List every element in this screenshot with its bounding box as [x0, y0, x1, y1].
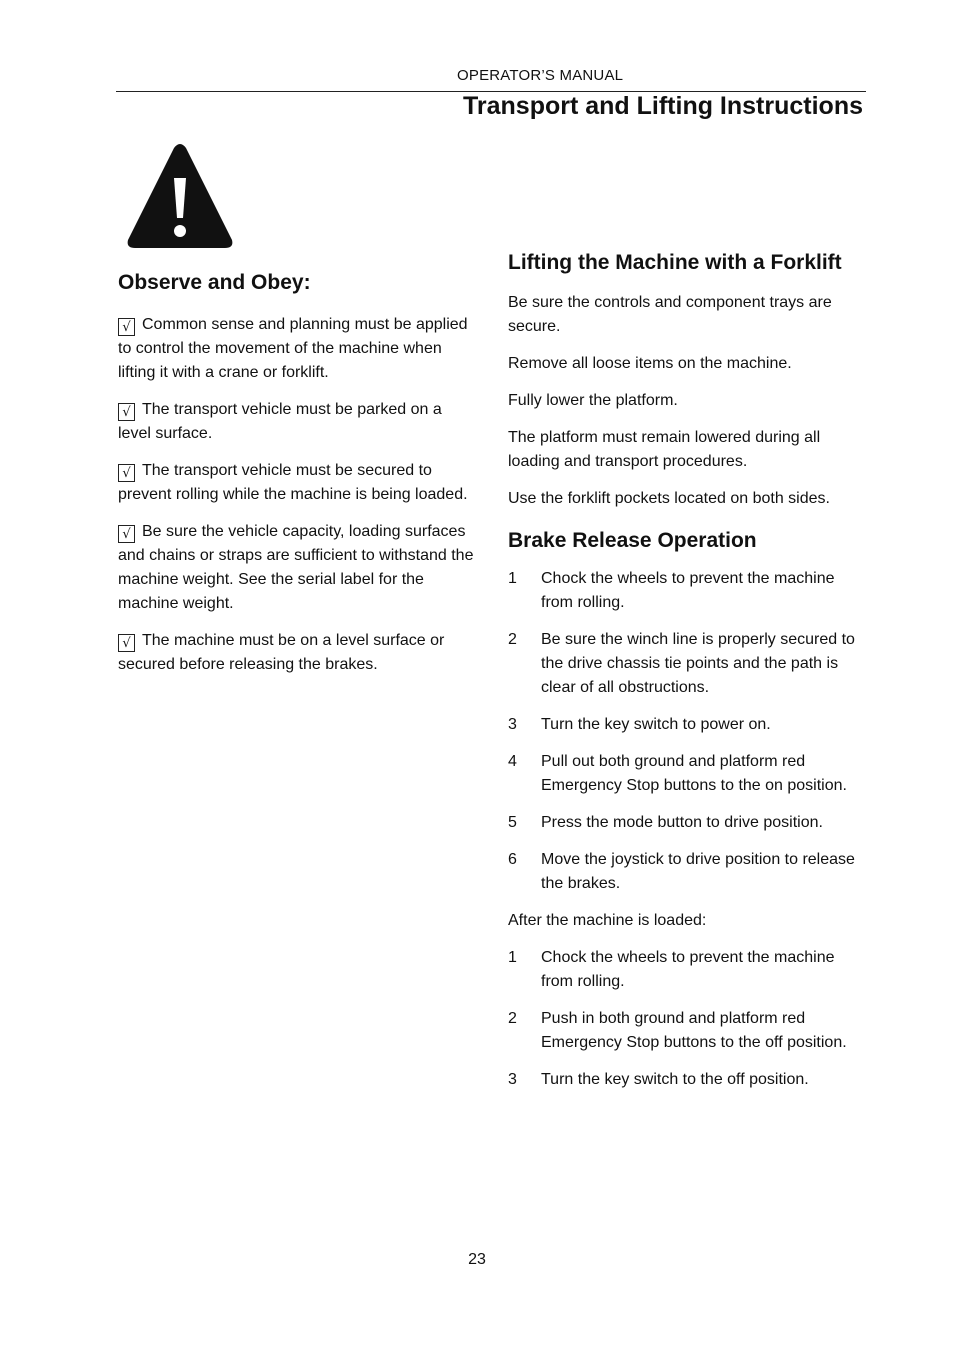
observe-item-text: The machine must be on a level surface or secured before releasing the brakes. [118, 632, 445, 673]
checkmark-icon: √ [118, 464, 135, 482]
step-number: 5 [508, 814, 517, 831]
step-text: Push in both ground and platform red Emergency Stop buttons to the off position. [541, 1010, 847, 1051]
brake-heading: Brake Release Operation [508, 529, 757, 552]
observe-item-text: Be sure the vehicle capacity, loading surfaces and chains or straps are sufficient to withstand the machine weight. See the serial label for the machine weight. [118, 523, 474, 612]
step-number: 1 [508, 949, 517, 966]
observe-item [118, 520, 478, 616]
step-text: Pull out both ground and platform red Emergency Stop buttons to the on position. [541, 753, 847, 794]
observe-item-text: The transport vehicle must be parked on a level surface. [118, 401, 442, 442]
observe-item-text: Common sense and planning must be applied to control the movement of the machine when lifting it with a crane or forklift. [118, 316, 468, 381]
step-text: Turn the key switch to the off position. [541, 1071, 809, 1088]
step-text: Move the joystick to drive position to release the brakes. [541, 851, 855, 892]
checkmark-icon: √ [118, 525, 135, 543]
brake-step [508, 811, 868, 835]
forklift-paragraph: Use the forklift pockets located on both sides. [508, 490, 830, 507]
step-number: 2 [508, 1010, 517, 1027]
brake-step [508, 750, 868, 798]
checkmark-icon: √ [118, 634, 135, 652]
page-number: 23 [468, 1251, 486, 1268]
observe-item [118, 398, 478, 446]
step-number: 3 [508, 716, 517, 733]
checkmark-icon: √ [118, 318, 135, 336]
step-text: Press the mode button to drive position. [541, 814, 823, 831]
after-step [508, 1068, 868, 1092]
checkmark-icon: √ [118, 403, 135, 421]
forklift-paragraph: The platform must remain lowered during all loading and transport procedures. [508, 429, 821, 470]
after-step [508, 1007, 868, 1055]
step-text: Be sure the winch line is properly secured to the drive chassis tie points and the path is clear of all obstructions. [541, 631, 855, 696]
forklift-paragraph: Remove all loose items on the machine. [508, 355, 792, 372]
warning-triangle-icon [124, 142, 236, 252]
after-loaded-label: After the machine is loaded: [508, 912, 707, 929]
forklift-paragraph: Fully lower the platform. [508, 392, 678, 409]
step-number: 3 [508, 1071, 517, 1088]
observe-item [118, 629, 478, 677]
step-text: Chock the wheels to prevent the machine from rolling. [541, 570, 835, 611]
step-number: 6 [508, 851, 517, 868]
observe-section [118, 271, 478, 690]
brake-step [508, 848, 868, 896]
step-text: Chock the wheels to prevent the machine from rolling. [541, 949, 835, 990]
brake-step [508, 713, 868, 737]
brake-step [508, 567, 868, 615]
page-title: Transport and Lifting Instructions [463, 92, 863, 120]
observe-item-text: The transport vehicle must be secured to prevent rolling while the machine is being loaded. [118, 462, 468, 503]
step-number: 4 [508, 753, 517, 770]
observe-item [118, 459, 478, 507]
brake-step [508, 628, 868, 700]
after-step [508, 946, 868, 994]
step-text: Turn the key switch to power on. [541, 716, 771, 733]
observe-item [118, 313, 478, 385]
header-label: OPERATOR’S MANUAL [457, 67, 624, 84]
step-number: 1 [508, 570, 517, 587]
forklift-heading: Lifting the Machine with a Forklift [508, 251, 842, 274]
forklift-paragraph: Be sure the controls and component trays are secure. [508, 294, 832, 335]
instructions-column [508, 251, 868, 1105]
observe-heading: Observe and Obey: [118, 271, 311, 294]
step-number: 2 [508, 631, 517, 648]
